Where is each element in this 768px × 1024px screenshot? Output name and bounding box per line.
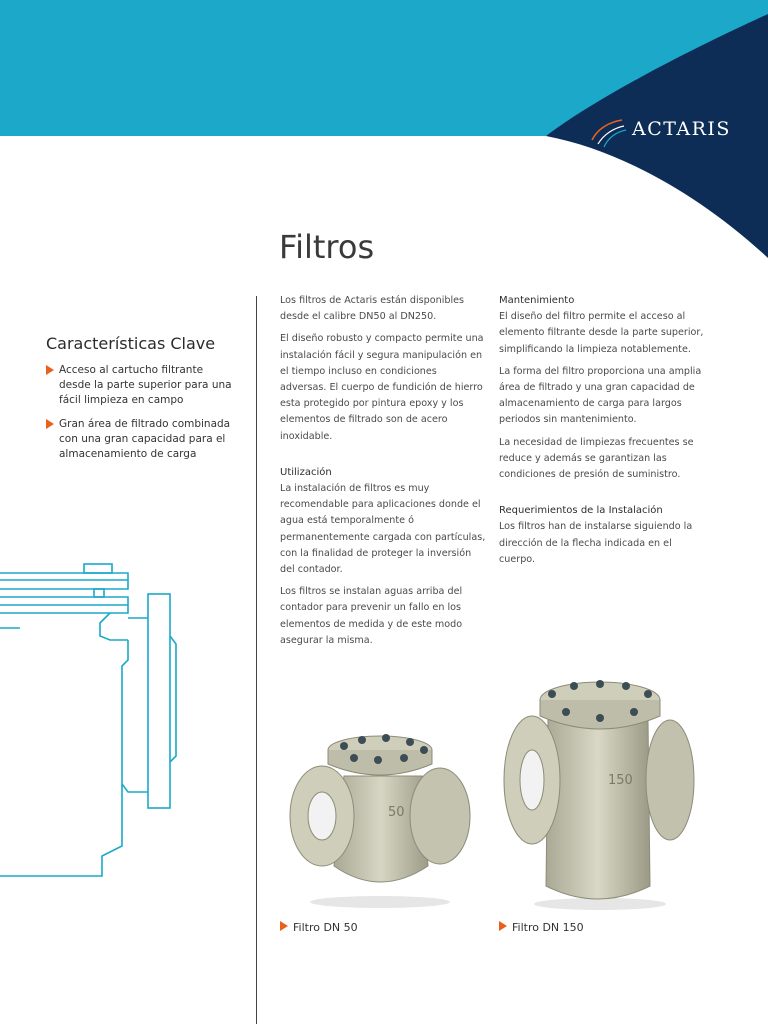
- requerimientos-heading: Requerimientos de la Instalación: [499, 505, 663, 517]
- caption-text: Filtro DN 150: [512, 921, 584, 934]
- body-mark-text: 50: [388, 805, 405, 820]
- caption-triangle-icon: [280, 921, 288, 931]
- utilizacion-paragraph: La instalación de filtros es muy recomendable para aplicaciones donde el agua está temporalmente ó permanentemente cargada con partículas, con la finalidad de proteger la inversión del contador.: [280, 483, 486, 576]
- mantenimiento-paragraph: La necesidad de limpiezas frecuentes se reduce y además se garantizan las condiciones de presión de suministro.: [499, 436, 694, 481]
- intro-column: [280, 293, 486, 655]
- caption-triangle-icon: [499, 921, 507, 931]
- photo-caption-dn150: [499, 921, 584, 934]
- filter-dn150-photo: [500, 676, 698, 912]
- logo-text: ACTARIS: [632, 118, 731, 140]
- mantenimiento-paragraph: El diseño del filtro permite el acceso al elemento filtrante desde la parte superior, simplificando la limpieza notablemente.: [499, 311, 704, 355]
- utilizacion-heading: Utilización: [280, 466, 332, 478]
- key-feature-text: Gran área de filtrado combinada con una gran capacidad para el almacenamiento de carga: [59, 418, 231, 460]
- utilizacion-paragraph: Los filtros se instalan aguas arriba del contador para prevenir un fallo en los elementos de medida y de este modo asegurar la misma.: [280, 586, 463, 646]
- key-feature-text: Acceso al cartucho filtrante desde la parte superior para una fácil limpieza en campo: [59, 364, 232, 406]
- column-divider: [256, 296, 257, 1024]
- caption-text: Filtro DN 50: [293, 921, 358, 934]
- bullet-triangle-icon: [46, 365, 54, 375]
- page-title: Filtros: [279, 228, 375, 266]
- intro-paragraph: El diseño robusto y compacto permite una instalación fácil y segura manipulación en el tiempo incluso en condiciones adversas. El cuerpo de fundición de hierro esta protegido por pintura epoxy y los elementos de filtrado son de acero inoxidable.: [280, 333, 484, 442]
- mantenimiento-heading: Mantenimiento: [499, 295, 575, 306]
- maintenance-column: [499, 293, 705, 574]
- requerimientos-paragraph: Los filtros han de instalarse siguiendo la dirección de la flecha indicada en el cuerpo.: [499, 521, 693, 565]
- key-features-heading: Características Clave: [46, 334, 216, 353]
- mantenimiento-paragraph: La forma del filtro proporciona una amplia área de filtrado y una gran capacidad de almacenamiento de carga para largos periodos sin mantenimiento.: [499, 365, 702, 426]
- filter-dn50-photo: [282, 716, 478, 912]
- bullet-triangle-icon: [46, 419, 54, 429]
- key-feature-item: [46, 417, 236, 462]
- intro-paragraph: Los filtros de Actaris están disponibles desde el calibre DN50 al DN250.: [280, 295, 465, 323]
- filter-outline-drawing: [0, 556, 190, 896]
- body-mark-text: 150: [608, 773, 633, 788]
- key-feature-item: [46, 363, 236, 408]
- photo-caption-dn50: [280, 921, 358, 934]
